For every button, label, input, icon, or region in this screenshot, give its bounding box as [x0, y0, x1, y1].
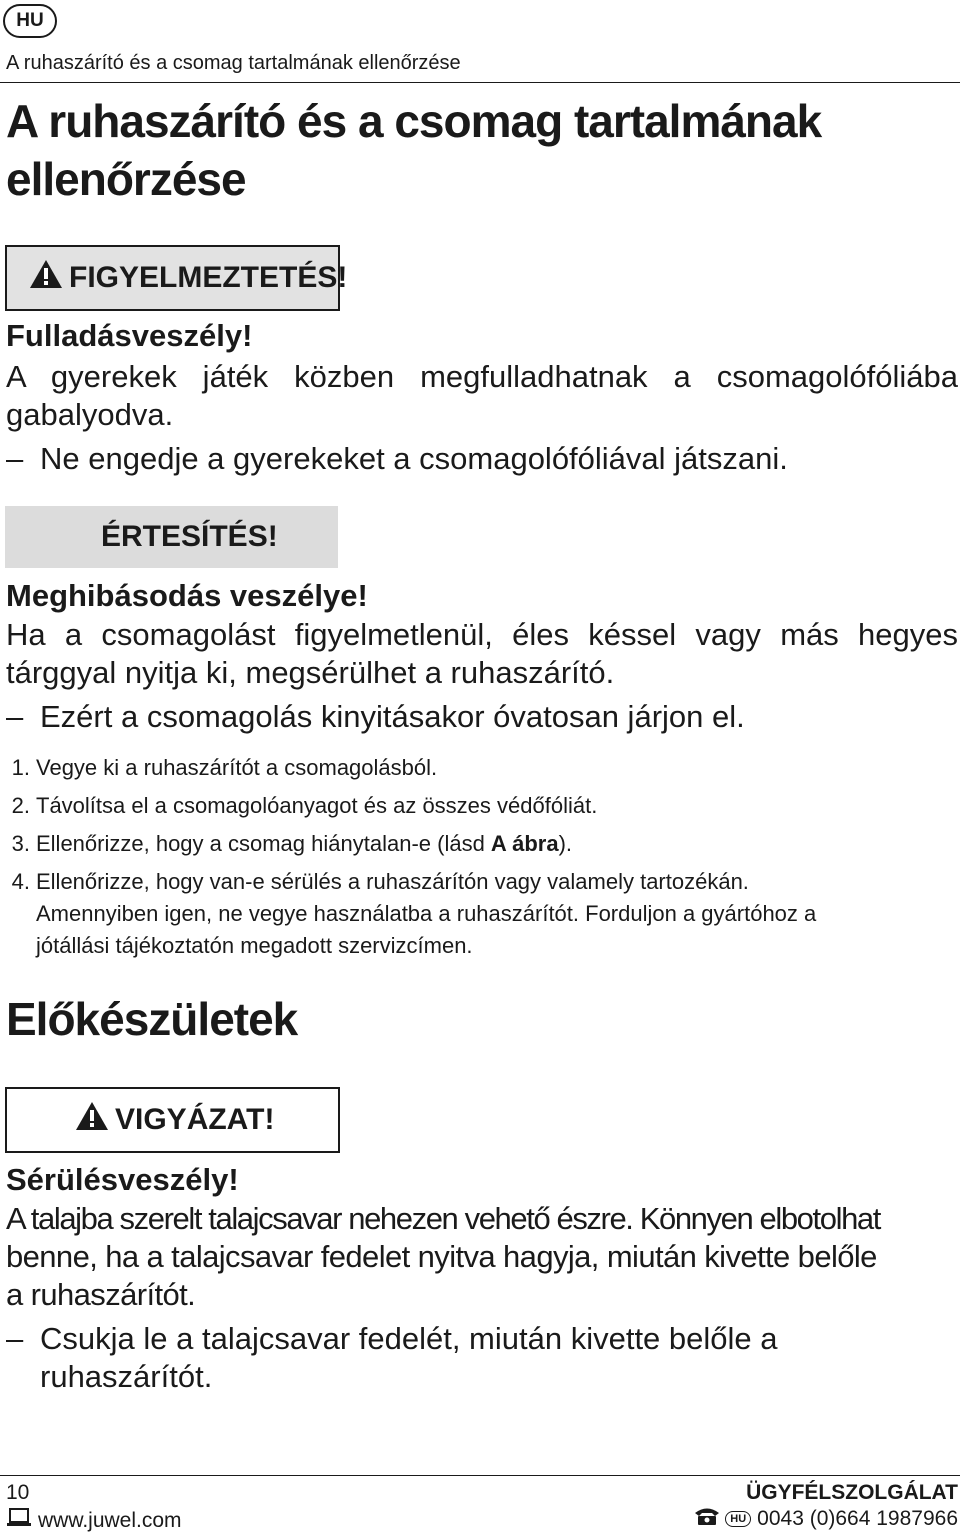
warning-text: A gyerekek játék közben megfulladhatnak a csomagolófóliába gabalyodva. [6, 359, 958, 432]
warning-bullet: – Ne engedje a gyerekeket a csomagolófóliával játszani. [6, 441, 788, 476]
warning-triangle-icon [29, 259, 63, 297]
service-label: ÜGYFÉLSZOLGÁLAT [746, 1481, 958, 1504]
page-number: 10 [6, 1481, 30, 1504]
notice-text: Ha a csomagolást figyelmetlenül, éles késsel vagy más hegyes tárggyal nyitja ki, megsérülhet a ruhaszárító. [6, 617, 958, 690]
figure-reference: A ábra [490, 831, 559, 856]
notice-box [5, 506, 338, 568]
caution-text: A talajba szerelt talajcsavar nehezen vehető észre. Könnyen elbotolhat benne, ha a talajcsavar fedelet nyitva hagyja, miután kivette belőle a ruhaszárítót. [6, 1201, 880, 1312]
notice-label: ÉRTESÍTÉS! [101, 520, 278, 553]
caution-label: VIGYÁZAT! [115, 1103, 275, 1136]
footer-divider [0, 1475, 960, 1476]
section-title-preparations: Előkészületek [6, 993, 298, 1045]
warning-label: FIGYELMEZTETÉS! [69, 261, 348, 294]
steps-list [0, 752, 950, 962]
warning-triangle-icon [75, 1101, 109, 1139]
notice-bullet: – Ezért a csomagolás kinyitásakor óvatosan járjon el. [6, 699, 745, 734]
language-badge: HU [3, 4, 57, 38]
notice-subhead: Meghibásodás veszélye! [6, 578, 368, 613]
list-item: 2. Távolítsa el a csomagolóanyagot és az összes védőfóliát. [11, 793, 598, 818]
warning-box [5, 245, 348, 311]
phone-contact[interactable]: HU 0043 (0)664 1987966 [693, 1506, 958, 1532]
section-title: A ruhaszárító és a csomag tartalmának ellenőrzése [6, 95, 822, 205]
list-item: 1. Vegye ki a ruhaszárítót a csomagolásból. [11, 755, 438, 780]
header-divider [0, 82, 960, 83]
list-item: 4. Ellenőrizze, hogy van-e sérülés a ruhaszárítón vagy valamely tartozékán. Amennyiben igen, ne vegye használatba a ruhaszárítót. Forduljon a gyártóhoz a jótállási tájékoztatón megadott szervizcímen. [11, 869, 817, 958]
website-link[interactable]: www.juwel.com [6, 1508, 182, 1534]
warning-subhead: Fulladásveszély! [6, 318, 253, 353]
country-badge: HU [725, 1511, 751, 1527]
list-item: 3. Ellenőrizze, hogy a csomag hiánytalan-e (lásd A ábra). [11, 831, 573, 856]
caution-subhead: Sérülésveszély! [6, 1162, 239, 1197]
caution-bullet: – Csukja le a talajcsavar fedelét, miután kivette belőle a ruhaszárítót. [6, 1321, 778, 1394]
running-head: A ruhaszárító és a csomag tartalmának ellenőrzése [6, 52, 461, 74]
laptop-icon [6, 1508, 32, 1534]
caution-box [5, 1087, 340, 1153]
phone-icon [693, 1506, 721, 1532]
